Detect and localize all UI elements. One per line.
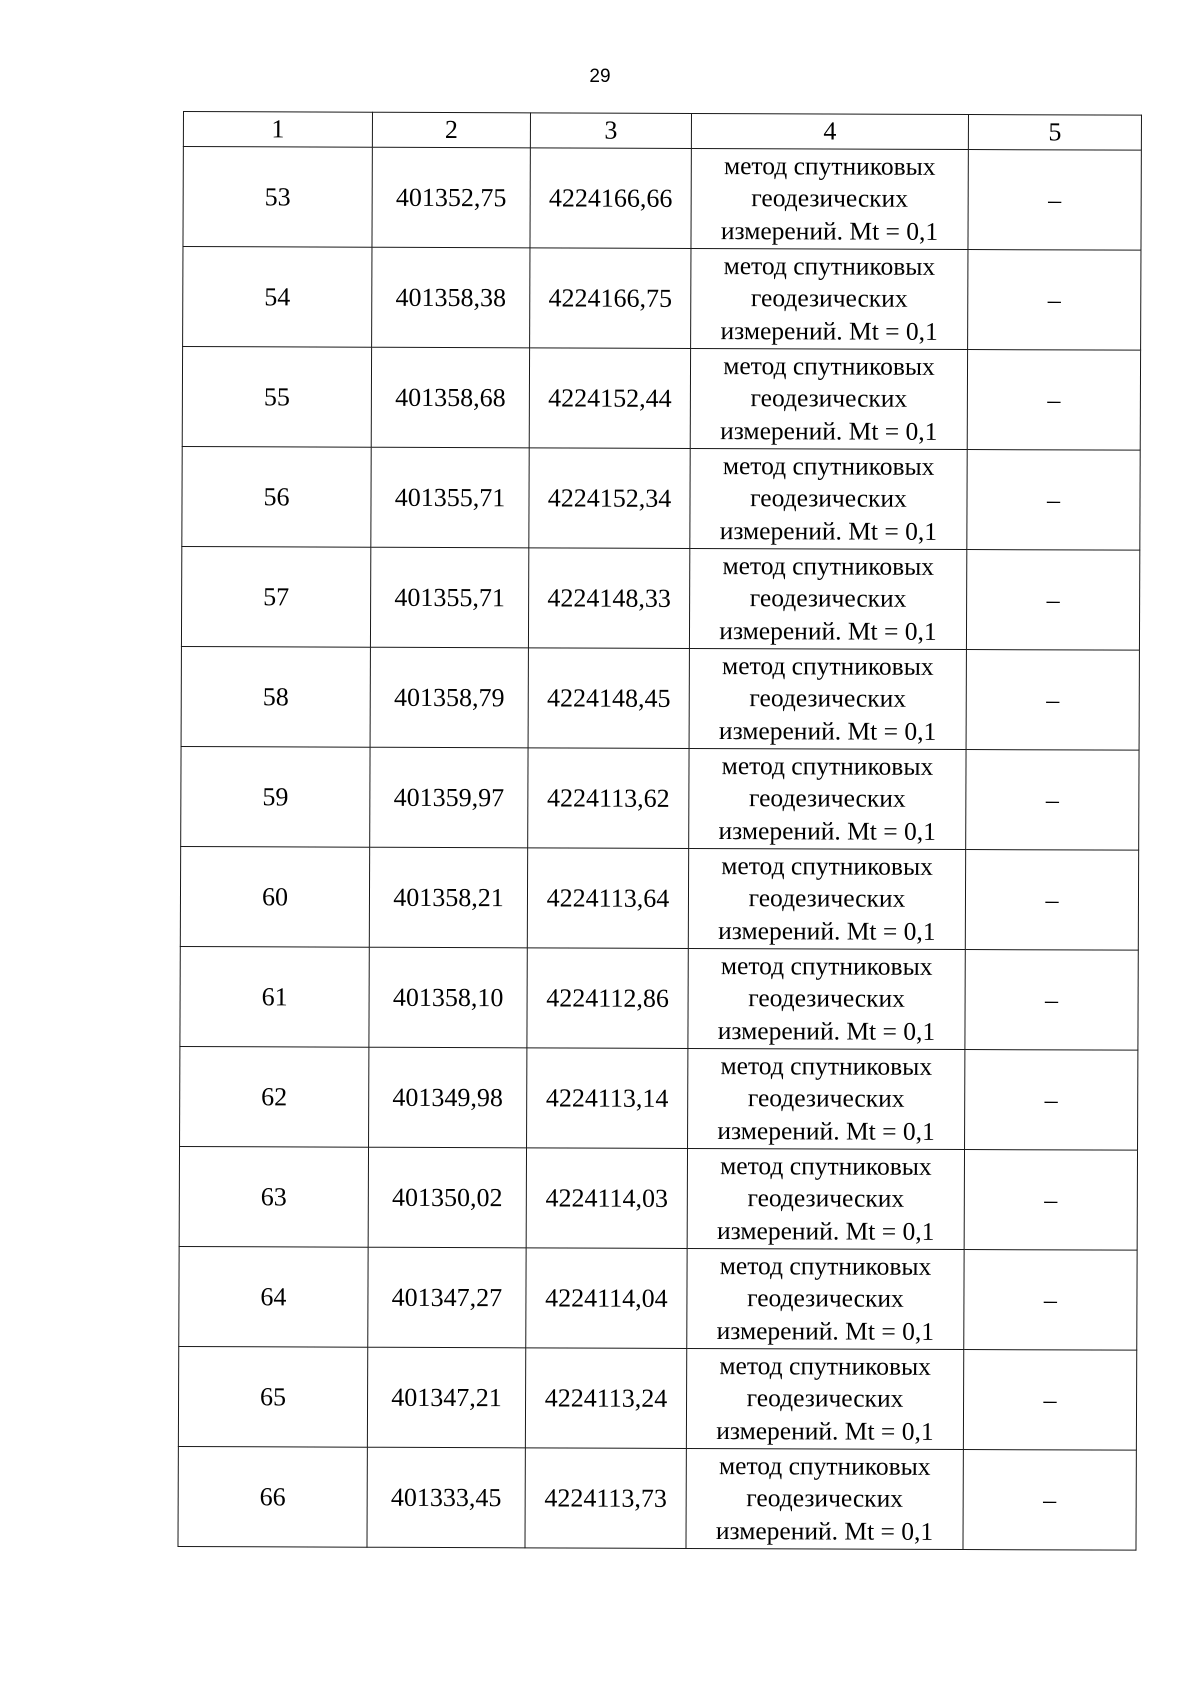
method-line: метод спутниковых	[719, 1350, 932, 1381]
description-cell: –	[967, 350, 1140, 451]
description-cell: –	[965, 1050, 1138, 1151]
method-line: измерений. Mt = 0,1	[718, 815, 936, 846]
table-row	[180, 846, 1138, 950]
point-number-cell: 60	[180, 846, 369, 947]
method-line: измерений. Mt = 0,1	[718, 915, 936, 946]
method-line: метод спутниковых	[720, 1150, 932, 1181]
method-cell	[691, 148, 968, 249]
table-row	[181, 546, 1139, 650]
method-line: измерений. Mt = 0,1	[715, 1515, 934, 1546]
y-coordinate-cell: 4224114,03	[526, 1148, 687, 1249]
method-cell	[688, 948, 965, 1049]
method-line: измерений. Mt = 0,1	[719, 515, 938, 546]
point-number-cell: 53	[183, 147, 372, 248]
method-cell	[687, 1248, 964, 1349]
method-cell	[689, 548, 966, 649]
point-number-cell: 54	[183, 247, 372, 348]
y-coordinate-cell: 4224113,62	[528, 748, 689, 849]
y-coordinate-cell: 4224148,45	[528, 648, 689, 749]
y-coordinate-cell: 4224113,24	[525, 1348, 686, 1449]
method-line: метод спутниковых	[720, 1050, 933, 1081]
point-number-cell: 59	[181, 746, 370, 847]
method-line: измерений. Mt = 0,1	[719, 615, 937, 646]
method-line: метод спутниковых	[723, 250, 936, 281]
table-body	[178, 147, 1141, 1551]
method-cell	[686, 1348, 963, 1449]
x-coordinate-cell: 401355,71	[371, 447, 529, 548]
y-coordinate-cell: 4224166,75	[530, 248, 691, 349]
method-line: измерений. Mt = 0,1	[717, 1115, 935, 1146]
method-line: геодезических	[748, 983, 905, 1014]
method-line: измерений. Mt = 0,1	[720, 215, 939, 246]
point-number-cell: 64	[179, 1246, 368, 1347]
point-number-cell: 65	[178, 1346, 367, 1447]
x-coordinate-cell: 401358,79	[370, 647, 528, 748]
method-line: измерений. Mt = 0,1	[716, 1315, 935, 1346]
y-coordinate-cell: 4224113,64	[527, 848, 688, 949]
method-line: геодезических	[749, 583, 907, 614]
y-coordinate-cell: 4224112,86	[527, 948, 688, 1049]
method-line: геодезических	[750, 483, 907, 514]
description-cell: –	[965, 850, 1138, 951]
page-number: 29	[589, 66, 611, 87]
column-header-4: 4	[691, 113, 968, 149]
description-cell: –	[964, 1250, 1137, 1351]
y-coordinate-cell: 4224152,34	[529, 448, 690, 549]
method-line: геодезических	[747, 1083, 905, 1114]
method-cell	[690, 448, 967, 549]
description-cell: –	[967, 450, 1140, 551]
method-line: геодезических	[748, 783, 906, 814]
x-coordinate-cell: 401333,45	[367, 1447, 525, 1548]
point-number-cell: 55	[182, 347, 371, 448]
method-line: метод спутниковых	[722, 650, 934, 681]
description-cell: –	[964, 1150, 1137, 1251]
method-line: метод спутниковых	[721, 750, 934, 781]
x-coordinate-cell: 401358,21	[369, 847, 527, 948]
method-cell	[686, 1448, 963, 1549]
table-row	[178, 1446, 1136, 1550]
method-line: геодезических	[750, 383, 908, 414]
table-row	[181, 646, 1139, 750]
point-number-cell: 58	[181, 646, 370, 747]
method-line: метод спутниковых	[720, 950, 933, 981]
description-cell: –	[965, 950, 1138, 1051]
method-line: измерений. Mt = 0,1	[718, 715, 937, 746]
point-number-cell: 61	[180, 946, 369, 1047]
table-row	[178, 1346, 1136, 1450]
x-coordinate-cell: 401358,68	[371, 347, 529, 448]
method-line: геодезических	[751, 183, 909, 214]
method-line: метод спутниковых	[722, 450, 935, 481]
table-row	[183, 247, 1141, 351]
column-header-2: 2	[372, 112, 530, 148]
point-number-cell: 56	[182, 446, 371, 547]
column-header-3: 3	[530, 113, 691, 149]
y-coordinate-cell: 4224113,73	[525, 1448, 686, 1549]
method-line: метод спутниковых	[723, 150, 936, 181]
point-number-cell: 66	[178, 1446, 367, 1547]
table-row	[182, 446, 1140, 550]
method-cell	[690, 348, 967, 449]
table-header-row	[183, 112, 1141, 151]
method-cell	[689, 748, 966, 849]
method-line: геодезических	[746, 1383, 904, 1414]
table-header	[183, 112, 1141, 151]
y-coordinate-cell: 4224113,14	[527, 1048, 688, 1149]
x-coordinate-cell: 401359,97	[370, 747, 528, 848]
method-cell	[688, 848, 965, 949]
point-number-cell: 63	[179, 1146, 368, 1247]
x-coordinate-cell: 401349,98	[369, 1047, 527, 1148]
method-line: метод спутниковых	[721, 850, 933, 881]
description-cell: –	[968, 150, 1141, 251]
method-line: геодезических	[750, 283, 908, 314]
method-line: метод спутниковых	[718, 1450, 931, 1481]
point-number-cell: 62	[180, 1046, 369, 1147]
table-row	[182, 347, 1140, 451]
method-line: метод спутниковых	[723, 350, 935, 381]
description-cell: –	[963, 1350, 1136, 1451]
method-line: измерений. Mt = 0,1	[720, 415, 938, 446]
y-coordinate-cell: 4224166,66	[530, 148, 691, 249]
method-cell	[691, 248, 968, 349]
method-line: измерений. Mt = 0,1	[716, 1415, 934, 1446]
column-header-5: 5	[968, 115, 1141, 151]
x-coordinate-cell: 401350,02	[368, 1147, 526, 1248]
coordinates-table	[177, 111, 1142, 1551]
description-cell: –	[968, 250, 1141, 351]
description-cell: –	[966, 550, 1139, 651]
method-cell	[687, 1148, 964, 1249]
method-line: метод спутниковых	[722, 550, 935, 581]
method-line: геодезических	[747, 1283, 904, 1314]
method-line: измерений. Mt = 0,1	[717, 1015, 936, 1046]
x-coordinate-cell: 401358,10	[369, 947, 527, 1048]
description-cell: –	[966, 650, 1139, 751]
x-coordinate-cell: 401352,75	[372, 147, 530, 248]
point-number-cell: 57	[181, 546, 370, 647]
table-row	[183, 147, 1141, 251]
table-row	[180, 1046, 1138, 1150]
table-row	[179, 1246, 1137, 1350]
table-row	[180, 946, 1138, 1050]
method-cell	[688, 1048, 965, 1149]
y-coordinate-cell: 4224114,04	[526, 1248, 687, 1349]
description-cell: –	[966, 750, 1139, 851]
table-row	[181, 746, 1139, 850]
method-line: геодезических	[747, 1183, 905, 1214]
method-cell	[689, 648, 966, 749]
method-line: метод спутниковых	[719, 1250, 932, 1281]
table-row	[179, 1146, 1137, 1250]
method-line: геодезических	[748, 883, 906, 914]
method-line: геодезических	[746, 1483, 904, 1514]
x-coordinate-cell: 401347,27	[368, 1247, 526, 1348]
method-line: измерений. Mt = 0,1	[716, 1215, 935, 1246]
x-coordinate-cell: 401355,71	[370, 547, 528, 648]
x-coordinate-cell: 401347,21	[367, 1347, 525, 1448]
description-cell: –	[963, 1450, 1136, 1551]
method-line: измерений. Mt = 0,1	[720, 315, 938, 346]
column-header-1: 1	[183, 112, 372, 148]
x-coordinate-cell: 401358,38	[372, 247, 530, 348]
method-line: геодезических	[749, 683, 907, 714]
y-coordinate-cell: 4224152,44	[529, 348, 690, 449]
y-coordinate-cell: 4224148,33	[528, 548, 689, 649]
